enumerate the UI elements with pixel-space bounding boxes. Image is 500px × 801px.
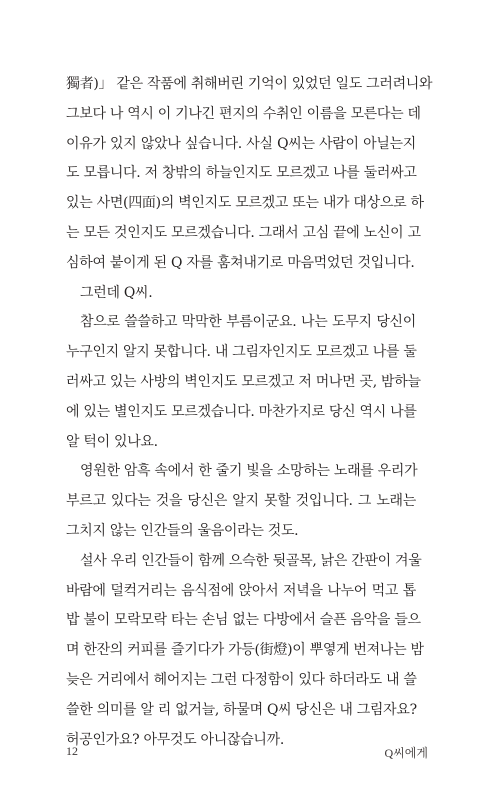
running-title: Q씨에게 bbox=[384, 746, 428, 760]
text-line: 밥 불이 모락모락 타는 손님 없는 다방에서 슬픈 음악을 들으 bbox=[66, 612, 421, 629]
text-line: 러싸고 있는 사방의 벽인지도 모르겠고 저 머나먼 곳, 밤하늘 bbox=[66, 373, 421, 390]
paragraph-continuation bbox=[66, 70, 433, 279]
text-line: 쓸한 의미를 알 리 없거늘, 하물며 Q씨 당신은 내 그림자요? bbox=[66, 701, 417, 718]
text-line: 늦은 거리에서 헤어지는 그런 다정함이 있다 하더라도 내 쓸 bbox=[66, 671, 417, 688]
text-line: 그보다 나 역시 이 기나긴 편지의 수취인 이름을 모른다는 데 bbox=[66, 105, 421, 122]
page-number: 12 bbox=[66, 744, 78, 758]
paragraph bbox=[66, 279, 416, 309]
text-line: 누구인지 알지 못합니다. 내 그림자인지도 모르겠고 나를 둘 bbox=[66, 344, 417, 361]
paragraph bbox=[66, 457, 416, 546]
text-line: 허공인가요? 아무것도 아니잖습니까. bbox=[66, 731, 285, 748]
text-line: 알 턱이 있나요. bbox=[66, 433, 158, 450]
text-line: 영원한 암흑 속에서 한 줄기 빛을 소망하는 노래를 우리가 bbox=[80, 463, 418, 480]
paragraph bbox=[66, 308, 421, 457]
text-line: 바람에 덜컥거리는 음식점에 앉아서 저녁을 나누어 먹고 톱 bbox=[66, 582, 416, 599]
text-line: 그치지 않는 인간들의 울음이라는 것도. bbox=[66, 522, 299, 539]
text-line: 獨者)」 같은 작품에 취해버린 기억이 있었던 일도 그러려니와 bbox=[66, 76, 433, 92]
text-line: 부르고 있다는 것을 당신은 알지 못할 것입니다. 그 노래는 bbox=[66, 493, 416, 510]
text-line: 는 모든 것인지도 모르겠습니다. 그래서 고심 끝에 노신이 고 bbox=[66, 224, 421, 241]
paragraph bbox=[66, 547, 424, 756]
text-line: 심하여 붙이게 된 Q 자를 훔쳐내기로 마음먹었던 것입니다. bbox=[66, 254, 415, 271]
text-line: 이유가 있지 않았나 싶습니다. 사실 Q씨는 사람이 아닐는지 bbox=[66, 135, 416, 152]
text-line: 있는 사면(四面)의 벽인지도 모르겠고 또는 내가 대상으로 하 bbox=[66, 195, 424, 212]
text-line: 참으로 쓸쓸하고 막막한 부름이군요. 나는 도무지 당신이 bbox=[80, 314, 416, 331]
text-line: 에 있는 별인지도 모르겠습니다. 마찬가지로 당신 역시 나를 bbox=[66, 403, 417, 420]
text-line: 며 한잔의 커피를 즐기다가 가등(街燈)이 뿌옇게 번져나는 밤 bbox=[66, 642, 424, 659]
text-line: 도 모릅니다. 저 창밖의 하늘인지도 모르겠고 나를 둘러싸고 bbox=[66, 165, 417, 182]
text-line: 설사 우리 인간들이 함께 으슥한 뒷골목, 낡은 간판이 겨울 bbox=[80, 552, 422, 569]
text-line: 그런데 Q씨. bbox=[80, 284, 153, 301]
